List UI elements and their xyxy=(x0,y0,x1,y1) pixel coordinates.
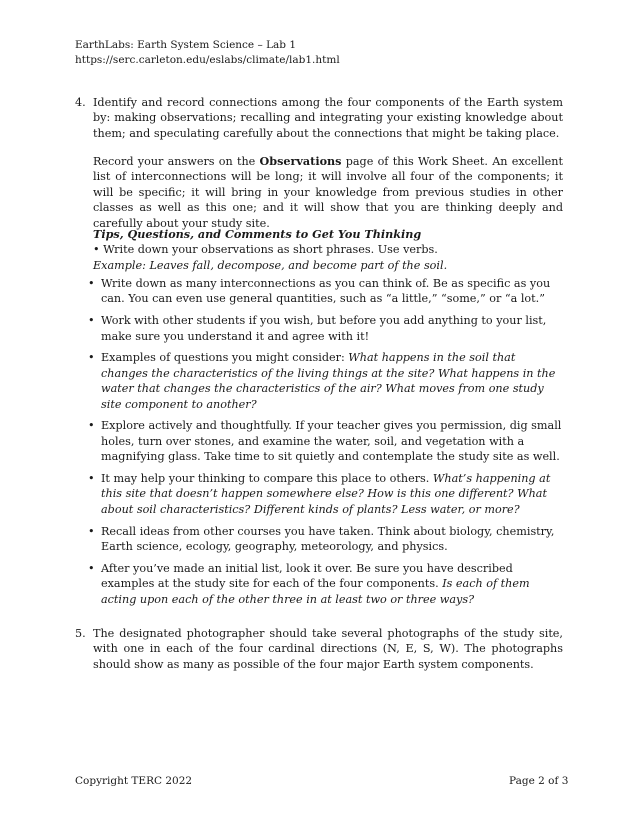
bullet-italic-text: Is each of them acting upon each of the other three in at least two or three ways? xyxy=(101,577,530,606)
tips-section xyxy=(93,227,563,273)
bullet-marker: • xyxy=(88,524,95,538)
page-header xyxy=(75,38,340,68)
step-5-text: The designated photographer should take several photographs of the study site, with one in each of the four cardinal directions (N, E, S, W). The photographs should show as many as possible of the four major Earth system components. xyxy=(93,627,563,671)
bullet-text: After you’ve made an initial list, look it over. Be sure you have described examples at the study site for each of the four components. xyxy=(101,561,513,591)
step-5 xyxy=(75,626,563,672)
bullet-text: Examples of questions you might consider: xyxy=(101,351,349,365)
bullet-marker: • xyxy=(88,419,95,433)
bullet-item xyxy=(88,313,564,344)
step-5-number: 5. xyxy=(75,627,86,640)
record-text-start: Record your answers on the xyxy=(93,155,260,168)
bullet-text: Recall ideas from other courses you have taken. Think about biology, chemistry, Earth science, ecology, geography, meteorology, and physics. xyxy=(101,524,555,554)
observations-page-name: Observations xyxy=(259,154,342,168)
record-text-end: page of this Work Sheet. An excellent list of interconnections will be long; it will involve all four of the components; it will be specific; it will bring in your knowledge from previous studies in other classes as well as this one; and it will show that you are thinking deeply and carefully about your study site. xyxy=(93,155,564,230)
header-url: https://serc.carleton.edu/eslabs/climate/lab1.html xyxy=(75,54,340,66)
bullet-text: Write down as many interconnections as you can think of. Be as specific as you can. You can even use general quantities, such as “a little,” “some,” or “a lot.” xyxy=(101,277,551,306)
bullet-item xyxy=(88,561,564,607)
bullet-marker: • xyxy=(88,277,95,290)
bullet-item xyxy=(88,471,564,517)
bullet-item xyxy=(88,418,564,464)
bullet-marker: • xyxy=(88,472,95,486)
footer-page-number: Page 2 of 3 xyxy=(509,775,569,787)
step-4-text: Identify and record connections among the four components of the Earth system by: making observations; recalling and integrating your existing knowledge about them; and speculating carefully about the connections that might be taking place. xyxy=(93,96,563,140)
bullet-marker: • xyxy=(88,351,95,365)
step-4 xyxy=(75,95,563,141)
bullet-text: It may help your thinking to compare this place to others. xyxy=(101,472,433,486)
bullet-item xyxy=(88,524,564,555)
bullet-text: Work with other students if you wish, but before you add anything to your list, make sure you understand it and agree with it! xyxy=(101,314,547,343)
bullet-italic-text: What happens in the soil that changes the characteristics of the living things at the site? What happens in the water that changes the characteristics of the air? What moves from one study site component to another? xyxy=(101,351,556,411)
bullet-marker: • xyxy=(88,314,95,328)
bullet-text: Explore actively and thoughtfully. If your teacher gives you permission, dig small holes, turn over stones, and examine the water, soil, and vegetation with a magnifying glass. Take time to sit quietly and contemplate the study site as well. xyxy=(101,419,562,464)
footer-copyright: Copyright TERC 2022 xyxy=(75,775,193,787)
tips-first-bullet-text: Write down your observations as short phrases. Use verbs. xyxy=(103,243,438,257)
step-4-number: 4. xyxy=(75,96,86,109)
bullet-marker: • xyxy=(93,243,100,257)
bullet-italic-text: What’s happening at this site that doesn’t happen somewhere else? How is this one different? What about soil characteristics? Different kinds of plants? Less water, or more? xyxy=(101,472,551,516)
tips-example: Example: Leaves fall, decompose, and become part of the soil. xyxy=(93,258,448,272)
tips-bullet-list xyxy=(88,276,564,613)
header-lab-title: EarthLabs: Earth System Science – Lab 1 xyxy=(75,39,297,51)
bullet-item xyxy=(88,276,564,307)
bullet-item xyxy=(88,350,564,412)
bullet-marker: • xyxy=(88,561,95,575)
tips-heading: Tips, Questions, and Comments to Get You Thinking xyxy=(93,227,422,241)
tips-first-bullet xyxy=(93,242,563,257)
record-instructions xyxy=(93,154,563,231)
